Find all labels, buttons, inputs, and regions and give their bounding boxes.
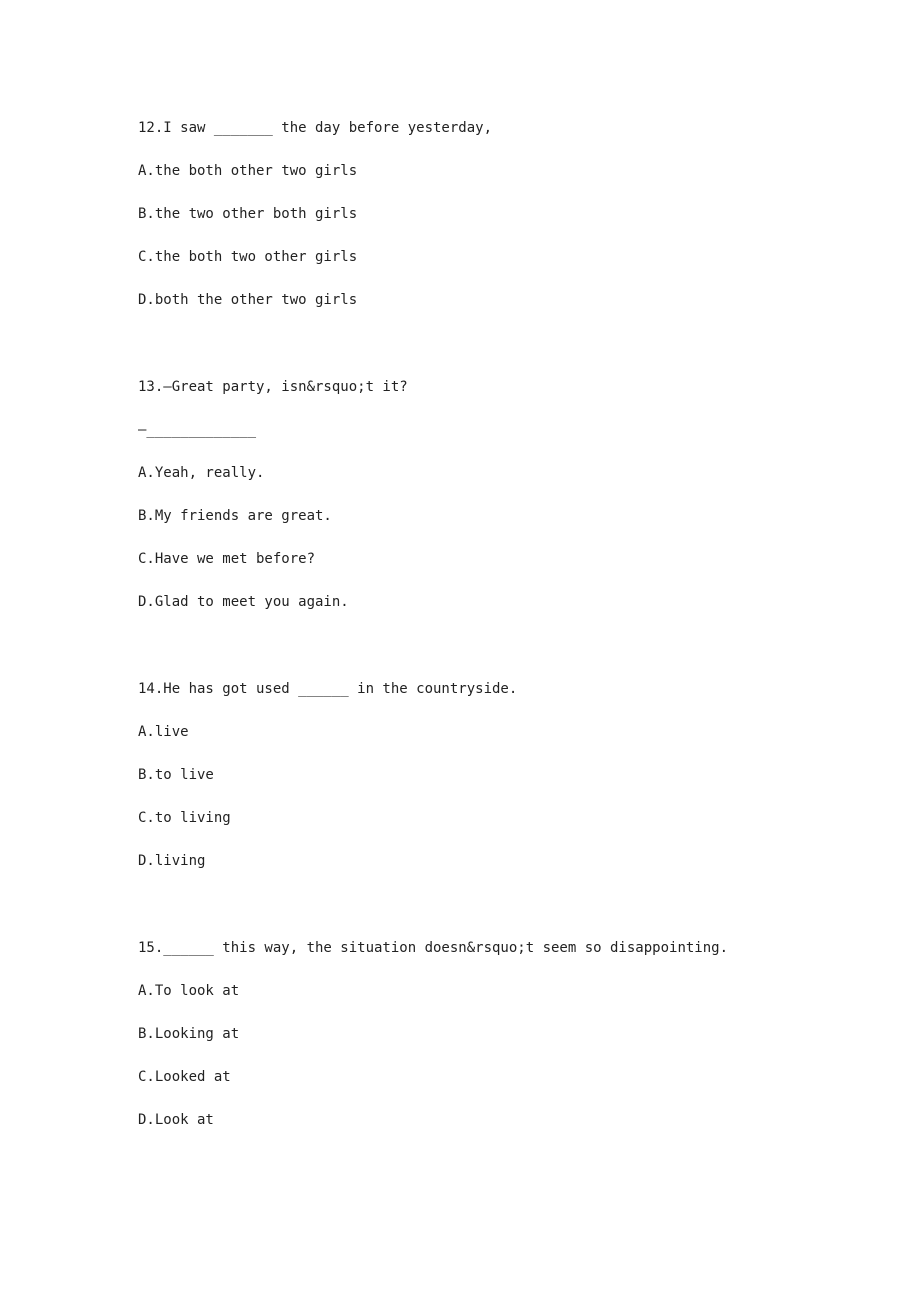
question-12-option-d: D.both the other two girls xyxy=(138,292,358,308)
question-13-answer-line: —_____________ xyxy=(138,422,257,438)
question-13-option-a: A.Yeah, really. xyxy=(138,465,265,481)
question-12-option-a: A.the both other two girls xyxy=(138,163,358,179)
question-14-option-c: C.to living xyxy=(138,810,231,826)
question-13-option-c: C.Have we met before? xyxy=(138,551,316,567)
question-15-option-a: A.To look at xyxy=(138,983,240,999)
question-14-option-b: B.to live xyxy=(138,767,214,783)
question-12-stem: 12.I saw _______ the day before yesterday, xyxy=(138,120,493,136)
question-13-option-b: B.My friends are great. xyxy=(138,508,332,524)
question-15-option-c: C.Looked at xyxy=(138,1069,231,1085)
question-15-option-b: B.Looking at xyxy=(138,1026,240,1042)
question-15-option-d: D.Look at xyxy=(138,1112,214,1128)
question-12-option-b: B.the two other both girls xyxy=(138,206,358,222)
question-15-stem: 15.______ this way, the situation doesn&rsquo;t seem so disappointing. xyxy=(138,940,729,956)
question-13-stem: 13.—Great party, isn&rsquo;t it? xyxy=(138,379,408,395)
question-14-option-a: A.live xyxy=(138,724,189,740)
question-14-option-d: D.living xyxy=(138,853,206,869)
question-13-option-d: D.Glad to meet you again. xyxy=(138,594,349,610)
question-12-option-c: C.the both two other girls xyxy=(138,249,358,265)
question-14-stem: 14.He has got used ______ in the countryside. xyxy=(138,681,518,697)
